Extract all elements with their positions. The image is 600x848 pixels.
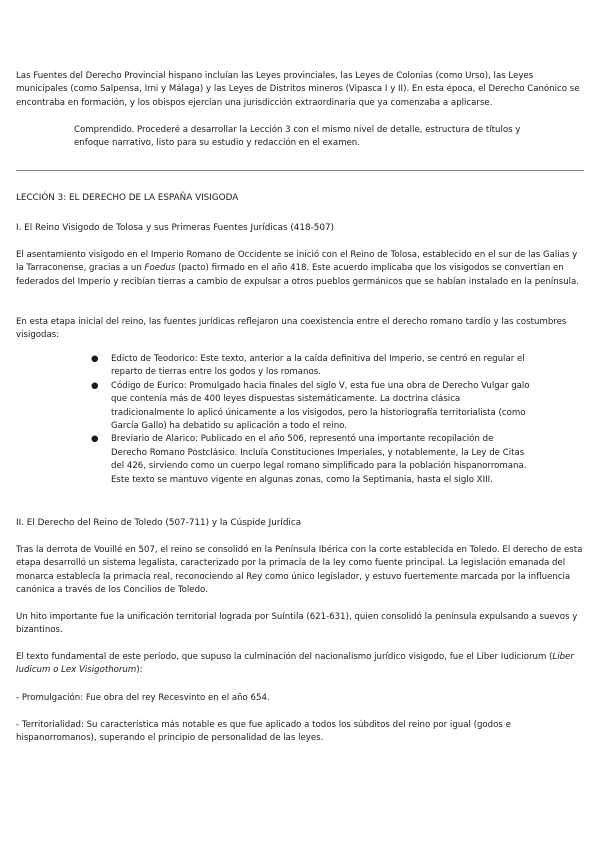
territoriality-line: - Territorialidad: Su característica más notable es que fue aplicado a todos los súbditos del reino por igual (godos e hispanorromanos), superando el principio de personalidad de las leyes.	[16, 720, 511, 744]
bullet-icon: ●	[91, 380, 99, 391]
lesson-title: LECCIÓN 3: EL DERECHO DE LA ESPAÑA VISIGODA	[16, 193, 239, 203]
section-1-paragraph-1: El asentamiento visigodo en el Imperio Romano de Occidente se inició con el Reino de Tolosa, establecido en el sur de las Galias y la Tarraconense, gracias a un Foedus (pacto) firmado en el año 418. Este acuerdo implicaba que los visigodos se convertían en federados del Imperio y recibían tierras a cambio de expulsar a otros pueblos germánicos que se habían instalado en la península.	[16, 250, 580, 287]
section-1-heading: I. El Reino Visigodo de Tolosa y sus Primeras Fuentes Jurídicas (418-507)	[16, 223, 334, 233]
section-2-paragraph-3: El texto fundamental de este período, que supuso la culminación del nacionalismo jurídico visigodo, fue el Liber Iudiciorum (Liber Iudicum o Lex Visigothorum):	[16, 652, 574, 676]
intro-paragraph: Las Fuentes del Derecho Provincial hispano incluían las Leyes provinciales, las Leyes de Colonias (como Urso), las Leyes municipales (como Salpensa, Irni y Málaga) y las Leyes de Distritos mineros (Vipasca I y II). En esta época, el Derecho Canónico se encontraba en formación, y los obispos ejercían una jurisdicción extraordinaria que ya comenzaba a aplicarse.	[16, 71, 580, 108]
section-2-paragraph-2: Un hito importante fue la unificación territorial lograda por Suíntila (621-631), quien consolidó la península expulsando a suevos y bizantinos.	[16, 612, 578, 636]
foedus-term: Foedus	[144, 263, 176, 274]
list-item: ● Edicto de Teodorico: Este texto, anterior a la caída definitiva del Imperio, se centró en regular el reparto de tierras entre los godos y los romanos.	[91, 354, 525, 378]
assistant-note: Comprendido. Procederé a desarrollar la Lección 3 con el mismo nivel de detalle, estructura de títulos y enfoque narrativo, listo para su estudio y redacción en el examen.	[74, 125, 521, 149]
sources-list	[0, 353, 600, 487]
section-1-paragraph-2: En esta etapa inicial del reino, las fuentes jurídicas reflejaron una coexistencia entre el derecho romano tardío y las costumbres visigodas:	[16, 317, 567, 341]
liber-alt-names: Liber Iudicum o Lex Visigothorum	[16, 652, 574, 676]
list-item: ● Breviario de Alarico: Publicado en el año 506, representó una importante recopilación de Derecho Romano Postclásico. Incluía Constituciones Imperiales, y notablemente, la Ley de Citas del 426, sirviendo como un cuerpo legal romano simplificado para la población hispanorromana. Este texto se mantuvo vigente en algunas zonas, como la Septimania, hasta el siglo XIII.	[91, 434, 527, 485]
bullet-icon: ●	[91, 354, 99, 364]
bullet-icon: ●	[91, 434, 99, 445]
promulgation-line: - Promulgación: Fue obra del rey Recesvinto en el año 654.	[16, 693, 270, 703]
section-2-paragraph-1: Tras la derrota de Vouillé en 507, el reino se consolidó en la Península Ibérica con la corte establecida en Toledo. El derecho de esta etapa desarrolló un sistema legalista, caracterizado por la primacía de la ley como fuente principal. La legislación emanada del monarca establecía la primacía real, reconociendo al Rey como único legislador, y estuvo fuertemente marcada por la influencia canónica a través de los Concilios de Toledo.	[16, 545, 583, 596]
list-item: ● Código de Eurico: Promulgado hacia finales del siglo V, esta fue una obra de Derecho Vulgar galo que contenía más de 400 leyes dispuestas sistemáticamente. La doctrina clásica tradicionalmente lo aplicó únicamente a los visigodos, pero la historiografía territorialista (como García Gallo) ha debatido su aplicación a todo el reino.	[91, 380, 530, 432]
horizontal-divider	[16, 170, 584, 171]
section-2-heading: II. El Derecho del Reino de Toledo (507-711) y la Cúspide Jurídica	[16, 518, 302, 528]
